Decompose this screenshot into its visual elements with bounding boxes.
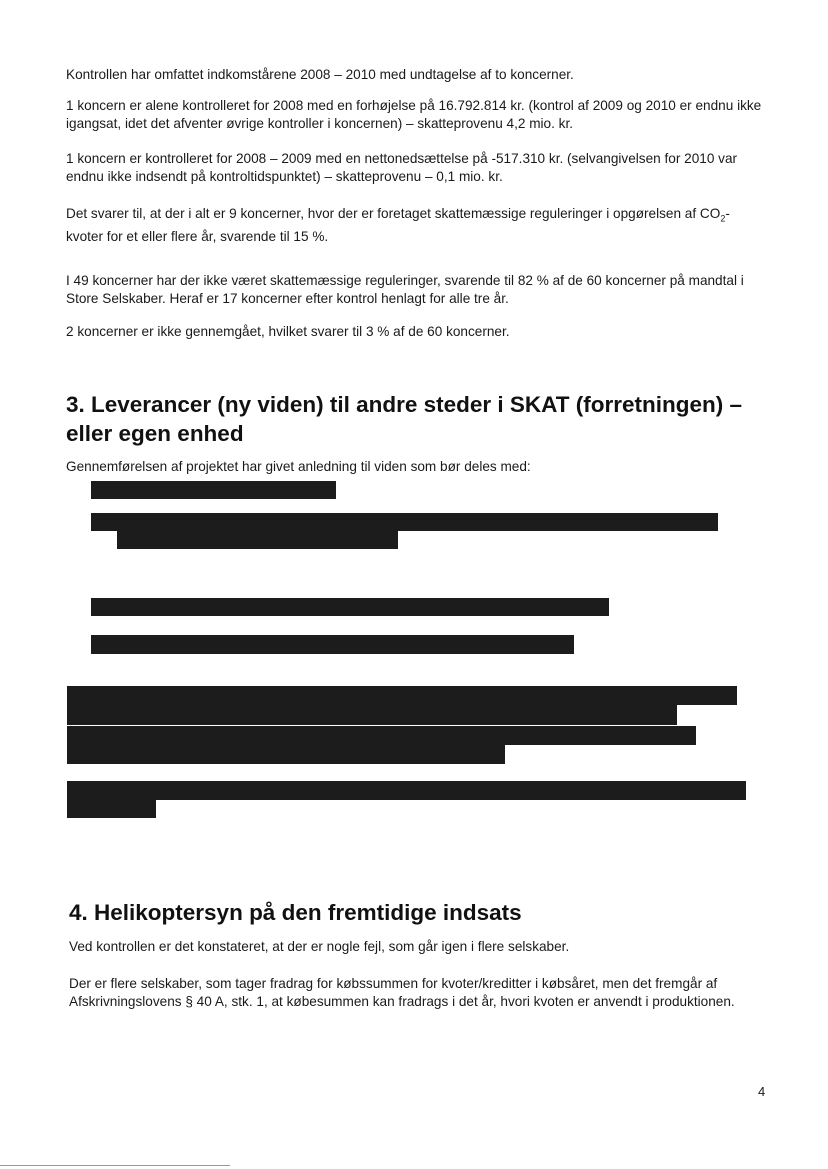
paragraph-nine-concerns <box>66 205 766 246</box>
section-3-intro: Gennemførelsen af projektet har givet anledning til viden som bør deles med: <box>66 459 531 474</box>
redaction-bar <box>91 598 609 616</box>
paragraph-2-concerns: 2 koncerner er ikke gennemgået, hvilket svarer til 3 % af de 60 koncerner. <box>66 324 510 339</box>
redaction-bar <box>67 781 746 800</box>
paragraph-concern-2008-2009: 1 koncern er kontrolleret for 2008 – 2009 med en nettonedsættelse på -517.310 kr. (selvangivelsen for 2010 var endnu ikke indsendt på kontroltidspunktet) – skatteprovenu – 0,1 mio. kr. <box>66 151 738 184</box>
redaction-bar <box>91 635 574 654</box>
redaction-bar <box>67 726 696 745</box>
footer-divider <box>0 1165 230 1166</box>
paragraph-control-scope: Kontrollen har omfattet indkomstårene 2008 – 2010 med undtagelse af to koncerner. <box>66 67 574 82</box>
paragraph-concern-2008: 1 koncern er alene kontrolleret for 2008 med en forhøjelse på 16.792.814 kr. (kontrol af 2009 og 2010 er endnu ikke igangsat, idet det afventer øvrige kontroller i koncernen) – skatteprovenu 4,2 mio. kr. <box>66 98 762 131</box>
redaction-bar <box>67 686 737 705</box>
redaction-bar <box>91 513 718 531</box>
redaction-bar <box>117 531 398 549</box>
section-4-heading: 4. Helikoptersyn på den fremtidige indsats <box>69 900 522 925</box>
co2-subscript: 2 <box>720 213 726 224</box>
redaction-bar <box>67 799 156 818</box>
paragraph-nine-concerns-tail: -kvoter for et eller flere år, svarende til 15 %. <box>66 206 730 244</box>
redaction-bar <box>67 705 677 725</box>
paragraph-49-concerns: I 49 koncerner har der ikke været skattemæssige reguleringer, svarende til 82 % af de 60 koncerner på mandtal i Store Selskaber. Heraf er 17 koncerner efter kontrol henlagt for alle tre år. <box>66 273 744 306</box>
paragraph-nine-concerns-text: Det svarer til, at der i alt er 9 koncerner, hvor der er foretaget skattemæssige reguleringer i opgørelsen af CO <box>66 206 721 221</box>
page-number: 4 <box>758 1084 766 1099</box>
redaction-bar <box>91 481 336 499</box>
section-4-paragraph-errors: Ved kontrollen er det konstateret, at der er nogle fejl, som går igen i flere selskaber. <box>69 939 570 954</box>
section-4-paragraph-deduction: Der er flere selskaber, som tager fradrag for købssummen for kvoter/kreditter i købsåret, men det fremgår af Afskrivningslovens § 40 A, stk. 1, at købesummen kan fradrags i det år, hvori kvoten er anvendt i produktionen. <box>69 976 735 1009</box>
redaction-bar <box>67 745 505 764</box>
section-3-heading: 3. Leverancer (ny viden) til andre steder i SKAT (forretningen) – eller egen enhed <box>66 392 742 446</box>
